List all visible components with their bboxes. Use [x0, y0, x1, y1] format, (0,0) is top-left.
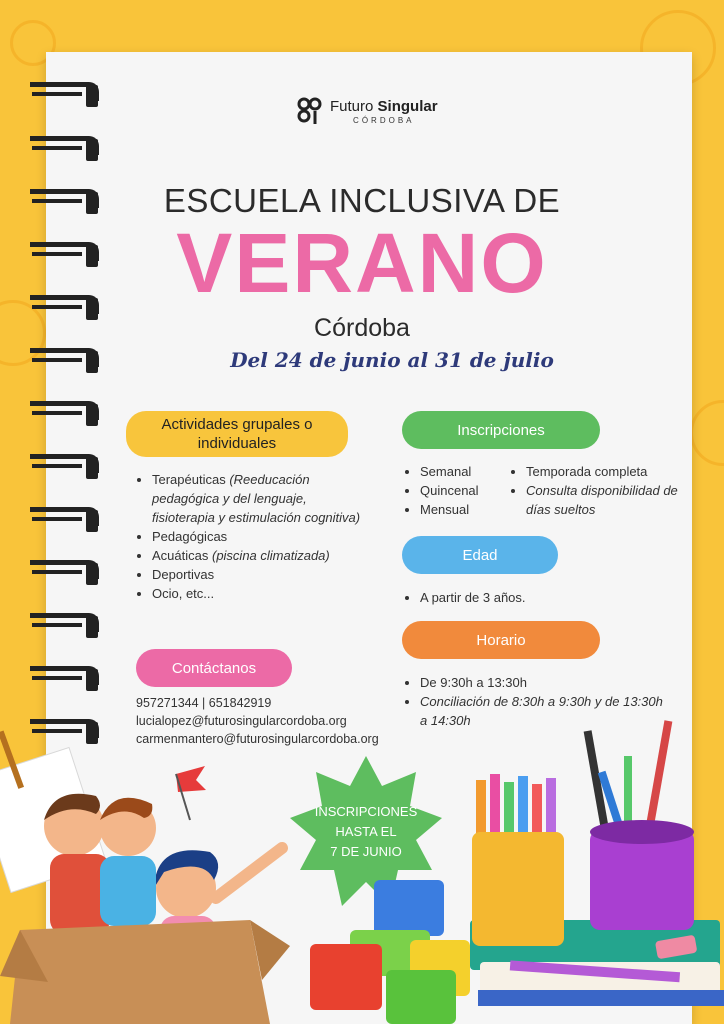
spiral-ring — [30, 666, 98, 692]
cardboard-box — [10, 920, 270, 1024]
kid-arm — [216, 848, 282, 898]
deadline-line1: INSCRIPCIONES — [314, 804, 418, 819]
list-item: • Mensual — [420, 500, 520, 519]
list-item — [152, 470, 372, 527]
registration-note: Consulta disponibilidad de días sueltos — [526, 483, 678, 517]
list-item — [152, 527, 372, 546]
title-line1: ESCUELA INCLUSIVA DE — [163, 182, 561, 219]
list-item — [152, 546, 372, 565]
activity-name: Acuáticas — [152, 548, 212, 563]
logo-name-bold: Singular — [377, 97, 438, 115]
logo-name-light: Futuro — [330, 97, 374, 115]
pencil-cup — [472, 832, 564, 946]
logo-mark-icon — [296, 96, 324, 126]
paint-cup — [590, 830, 694, 930]
activity-note: (Reeducación pedagógica y del lenguaje, fisioterapia y estimulación cognitiva) — [152, 472, 361, 525]
list-item — [526, 481, 696, 519]
kids-illustration — [0, 730, 300, 1024]
logo-city: CÓRDOBA — [353, 115, 415, 125]
logo-name — [330, 98, 438, 115]
contact-header — [136, 649, 292, 687]
block-green — [386, 970, 456, 1024]
registration-header — [402, 411, 600, 449]
list-item: • Temporada completa — [526, 462, 696, 481]
schedule-header — [402, 621, 600, 659]
age-header-label: Edad — [462, 546, 498, 564]
brand-logo — [296, 96, 438, 126]
spiral-ring — [30, 613, 98, 639]
registration-list-left — [404, 462, 520, 519]
activity-note: (piscina climatizada) — [211, 548, 330, 563]
list-item: • De 9:30h a 13:30h — [420, 673, 670, 692]
title-dates: Del 24 de junio al 31 de julio — [230, 348, 554, 372]
registration-header-label: Inscripciones — [457, 421, 545, 439]
age-header — [402, 536, 558, 574]
kid-body — [100, 856, 156, 926]
blocks-illustration — [300, 870, 480, 1024]
activity-name: Terapéuticas — [152, 472, 230, 487]
book-cover — [478, 990, 724, 1006]
activities-header — [126, 411, 348, 457]
contact-email-2[interactable]: carmenmantero@futurosingularcordoba.org — [136, 732, 379, 746]
list-item: • Quincenal — [420, 481, 520, 500]
title-city: Córdoba — [314, 314, 410, 342]
stationery-illustration — [460, 700, 724, 1024]
schedule-header-label: Horario — [476, 631, 526, 649]
spiral-ring — [30, 560, 98, 586]
contact-email-1[interactable]: lucialopez@futurosingularcordoba.org — [136, 714, 347, 728]
spiral-ring — [30, 507, 98, 533]
spiral-ring — [30, 401, 98, 427]
deadline-line3: 7 DE JUNIO — [330, 844, 402, 859]
list-item: • Semanal — [420, 462, 520, 481]
activities-header-label: Actividades grupales o individuales — [161, 416, 313, 452]
spiral-ring — [30, 82, 98, 108]
list-item: • A partir de 3 años. — [420, 588, 680, 607]
age-list — [404, 588, 680, 607]
spiral-ring — [30, 136, 98, 162]
background-doodle — [690, 400, 724, 466]
list-item — [152, 584, 372, 603]
activities-list — [136, 470, 372, 603]
activity-name: Ocio, etc... — [152, 586, 215, 601]
activity-name: Deportivas — [152, 567, 215, 582]
deadline-text — [290, 802, 442, 862]
block-blue — [374, 880, 444, 936]
contact-header-label: Contáctanos — [171, 659, 257, 677]
paint-cup-rim — [590, 820, 694, 844]
activity-name: Pedagógicas — [152, 529, 228, 544]
block-red — [310, 944, 382, 1010]
contact-phones: 957271344 | 651842919 — [136, 696, 272, 710]
spiral-ring — [30, 454, 98, 480]
registration-list-right — [510, 462, 696, 519]
deadline-line2: HASTA EL — [335, 824, 397, 839]
list-item — [152, 565, 372, 584]
schedule-note: Conciliación de 8:30h a 9:30h y de 13:30h a 14:30h — [420, 694, 663, 728]
title-main: VERANO — [176, 216, 548, 310]
